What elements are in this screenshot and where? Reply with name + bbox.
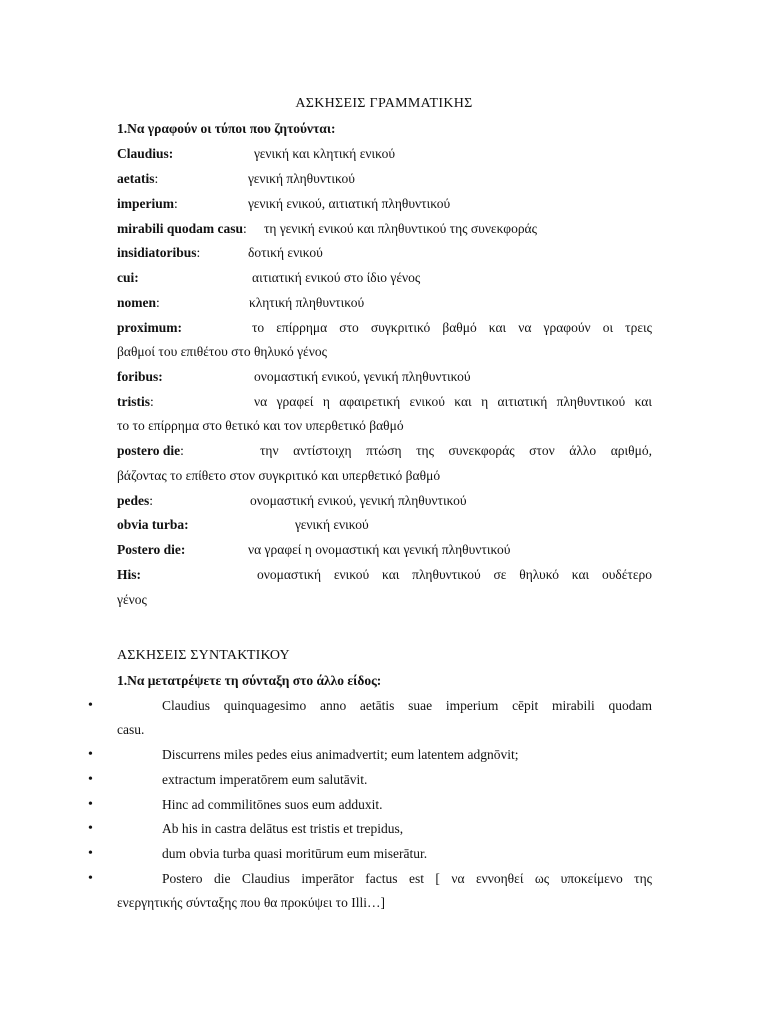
term: cui: (117, 270, 139, 285)
description: το επίρρημα στο συγκριτικό βαθμό και να γραφούν οι τρεις (252, 320, 652, 335)
list-item: Claudius quinquagesimo anno aetātis suae imperium cēpit mirabili quodam (162, 698, 652, 713)
bullet: • (88, 747, 93, 762)
list-item: Discurrens miles pedes eius animadvertit; eum latentem adgnōvit; (162, 747, 519, 762)
description: γενική ενικού, αιτιατική πληθυντικού (248, 196, 451, 211)
list-item: dum obvia turba quasi moritūrum eum miserātur. (162, 846, 428, 861)
bullet: • (88, 797, 93, 812)
bullet: • (88, 698, 93, 713)
term: pedes: (117, 493, 154, 508)
term: His: (117, 567, 142, 582)
term: insidiatoribus: (117, 245, 201, 260)
description: γενική και κλητική ενικού (254, 146, 396, 161)
list-item (117, 318, 652, 338)
list-item (117, 441, 652, 461)
term: postero die: (117, 443, 184, 458)
term: imperium: (117, 196, 178, 211)
term: obvia turba: (117, 517, 189, 532)
list-item: Hinc ad commilitōnes suos eum adduxit. (162, 797, 383, 812)
description: την αντίστοιχη πτώση της συνεκφοράς στον άλλο αριθμό, (260, 443, 652, 458)
list-item (117, 243, 652, 263)
description: να γραφεί η ονομαστική και γενική πληθυντικού (248, 542, 511, 557)
description: αιτιατική ενικού στο ίδιο γένος (252, 270, 421, 285)
list-item (117, 540, 652, 560)
list-item (117, 515, 652, 535)
description-continued: βάζοντας το επίθετο στον συγκριτικό και υπερθετικό βαθμό (117, 468, 441, 483)
list-item (117, 367, 652, 387)
description: γενική πληθυντικού (248, 171, 355, 186)
list-item (117, 194, 652, 214)
list-item (117, 392, 652, 412)
list-item-continued: ενεργητικής σύνταξης που θα προκύψει το Illi…] (117, 895, 385, 910)
list-item: Ab his in castra delātus est tristis et trepidus, (162, 821, 404, 836)
bullet: • (88, 871, 93, 886)
bullet: • (88, 821, 93, 836)
list-item (117, 144, 652, 164)
description: τη γενική ενικού και πληθυντικού της συνεκφοράς (264, 221, 537, 236)
list-item (117, 565, 652, 585)
description: δοτική ενικού (248, 245, 323, 260)
term: mirabili quodam casu: (117, 221, 247, 236)
grammar-instruction: 1.Να γραφούν οι τύποι που ζητούνται: (117, 121, 336, 136)
description: γενική ενικού (295, 517, 369, 532)
list-item: extractum imperatōrem eum salutāvit. (162, 772, 368, 787)
description: κλητική πληθυντικού (249, 295, 365, 310)
description: ονομαστική ενικού, γενική πληθυντικού (250, 493, 467, 508)
term: foribus: (117, 369, 163, 384)
description: ονομαστική ενικού, γενική πληθυντικού (254, 369, 471, 384)
description-continued: βαθμοί του επιθέτου στο θηλυκό γένος (117, 344, 327, 359)
list-item (117, 268, 652, 288)
term: proximum: (117, 320, 183, 335)
syntax-instruction: 1.Να μετατρέψετε τη σύνταξη στο άλλο είδος: (117, 673, 382, 688)
term: aetatis: (117, 171, 159, 186)
term: tristis: (117, 394, 154, 409)
description-continued: γένος (117, 592, 147, 607)
description: ονομαστική ενικού και πληθυντικού σε θηλυκό και ουδέτερο (257, 567, 652, 582)
term: Claudius: (117, 146, 174, 161)
list-item: Postero die Claudius imperātor factus est [ να εννοηθεί ως υποκείμενο της (162, 871, 652, 886)
list-item (117, 169, 652, 189)
description-continued: το το επίρρημα στο θετικό και τον υπερθετικό βαθμό (117, 418, 404, 433)
bullet: • (88, 846, 93, 861)
list-item (117, 491, 652, 511)
grammar-title: ΑΣΚΗΣΕΙΣ ΓΡΑΜΜΑΤΙΚΗΣ (295, 96, 473, 111)
list-item-continued: casu. (117, 722, 145, 737)
term: Postero die: (117, 542, 186, 557)
list-item (117, 293, 652, 313)
description: να γραφεί η αφαιρετική ενικού και η αιτιατική πληθυντικού και (254, 394, 652, 409)
term: nomen: (117, 295, 160, 310)
syntax-title: ΑΣΚΗΣΕΙΣ ΣΥΝΤΑΚΤΙΚΟΥ (117, 648, 290, 663)
bullet: • (88, 772, 93, 787)
list-item (117, 219, 652, 239)
